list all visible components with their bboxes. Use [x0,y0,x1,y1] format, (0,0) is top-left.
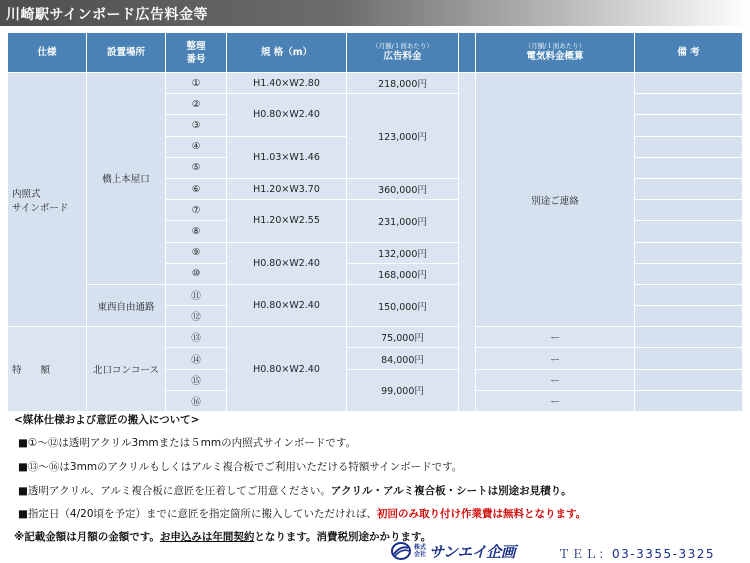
elec-dash: ー [476,327,635,348]
elec-dash: ー [476,390,635,411]
note-5 [14,529,431,544]
remarks-cell [635,115,743,136]
location-kyojo: 橋上本屋口 [87,73,166,285]
remarks-cell [635,327,743,348]
row-size: H1.03×W1.46 [227,136,347,178]
row-number: ⑯ [166,390,227,411]
note-2: ■⑬～⑯は3mmのアクリルもしくはアルミ複合板でご利用いただける特額サインボードです。 [18,461,463,473]
note-5-b: お申込みは年間契約 [159,531,255,543]
remarks-cell [635,73,743,94]
row-fee: 218,000円 [347,73,459,94]
row-size: H0.80×W2.40 [227,284,347,326]
row-fee: 231,000円 [347,200,459,242]
row-number: ③ [166,115,227,136]
row-number: ⑧ [166,221,227,242]
row-size: H0.80×W2.40 [227,327,347,412]
header-ad-fee-label: 広告料金 [383,51,422,62]
note-5-c: となります。消費税別途かかります。 [254,531,432,543]
elec-dash: ー [476,348,635,369]
location-kitaguchi: 北口コンコース [87,327,166,412]
telephone: ＴＥＬ：03-3355-3325 [558,547,716,561]
row-number: ⑭ [166,348,227,369]
remarks-cell [635,369,743,390]
header-spacer [459,33,476,73]
row-number: ① [166,73,227,94]
company-type [414,544,426,558]
row-size: H1.20×W2.55 [227,200,347,242]
remarks-cell [635,221,743,242]
company-name: サンエイ企画 [429,542,516,561]
remarks-cell [635,94,743,115]
header-elec-fee-note: （月額/１面あたり） [524,42,586,50]
company-mark-icon [391,542,411,560]
row-number: ⑫ [166,306,227,327]
remarks-cell [635,178,743,199]
remarks-cell [635,263,743,284]
note-3 [18,483,572,498]
remarks-cell [635,306,743,327]
row-number: ⑮ [166,369,227,390]
header-elec-fee [476,33,635,73]
row-number: ⑬ [166,327,227,348]
company-type-1: 株式 [414,544,427,551]
header-elec-fee-label: 電気料金概算 [526,51,584,62]
header-number-label: 整理 番号 [186,40,206,65]
spacer-column [459,73,476,412]
remarks-cell [635,157,743,178]
row-size: H1.20×W3.70 [227,178,347,199]
row-number: ⑪ [166,284,227,305]
row-size: H0.80×W2.40 [227,242,347,284]
note-3-text: ■透明アクリル、アルミ複合板に意匠を圧着してご用意ください。 [18,485,331,497]
note-4-highlight: 初回のみ取り付け作業費は無料となります。 [377,508,587,520]
remarks-cell [635,242,743,263]
row-fee: 99,000円 [347,369,459,411]
row-number: ② [166,94,227,115]
row-size: H1.40×W2.80 [227,73,347,94]
remarks-cell [635,348,743,369]
company-type-2: 会社 [414,551,427,558]
note-4-text: ■指定日（4/20頃を予定）までに意匠を指定箇所に搬入していただければ、 [18,508,377,520]
row-number: ⑤ [166,157,227,178]
row-number: ⑥ [166,178,227,199]
row-fee: 84,000円 [347,348,459,369]
spec-internal-label: 内照式 サインボード [12,188,69,214]
note-4 [18,506,586,521]
row-number: ④ [166,136,227,157]
company-logo [391,541,515,561]
elec-internal: 別途ご連絡 [476,73,635,327]
remarks-cell [635,136,743,157]
header-ad-fee [347,33,459,73]
page-title: 川崎駅サインボード広告料金等 [6,7,209,23]
row-number: ⑦ [166,200,227,221]
remarks-cell [635,200,743,221]
header-size: 規 格（m） [227,33,347,73]
header-ad-fee-note: （月額/１面あたり） [372,42,433,50]
header-number [166,33,227,73]
row-fee: 150,000円 [347,284,459,326]
row-number: ⑨ [166,242,227,263]
pricing-table [7,32,742,412]
header-location: 設置場所 [87,33,166,73]
row-fee: 360,000円 [347,178,459,199]
note-3-bold: アクリル・アルミ複合板・シートは別途お見積り。 [330,485,572,497]
spec-special: 特 額 [8,327,87,412]
header-remarks: 備 考 [635,33,743,73]
header-spec: 仕様 [8,33,87,73]
note-5-a: ※記載金額は月額の金額です。 [14,531,160,543]
row-number: ⑩ [166,263,227,284]
elec-dash: ー [476,369,635,390]
row-fee: 75,000円 [347,327,459,348]
remarks-cell [635,284,743,305]
remarks-cell [635,390,743,411]
row-fee: 123,000円 [347,94,459,179]
location-tozai: 東西自由通路 [87,284,166,326]
row-fee: 132,000円 [347,242,459,263]
note-1: ■①～⑫は透明アクリル3mmまたは５mmの内照式サインボードです。 [18,437,357,449]
notes-heading: <媒体仕様および意匠の搬入について> [14,414,200,426]
spec-internal [8,73,87,327]
title-bar [0,0,750,26]
row-size: H0.80×W2.40 [227,94,347,136]
row-fee: 168,000円 [347,263,459,284]
